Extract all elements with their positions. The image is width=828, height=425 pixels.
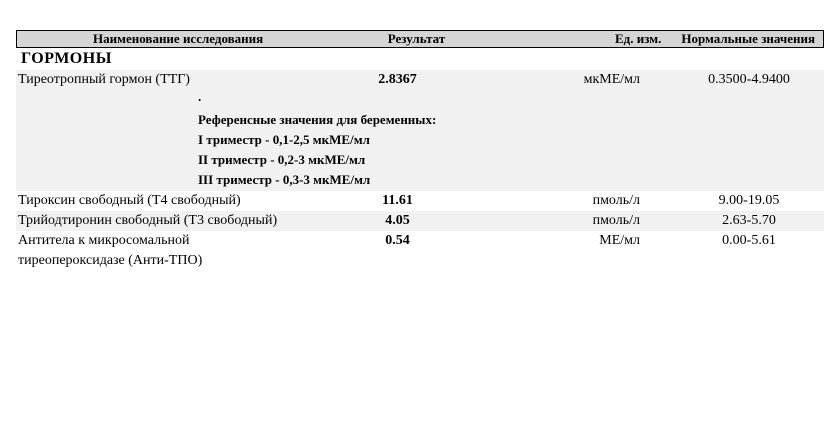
test-unit: МЕ/мл [599, 233, 640, 248]
header-reference: Нормальные значения [681, 31, 816, 46]
test-name: Трийодтиронин свободный (Т3 свободный) [18, 213, 278, 228]
note-line: II триместр - 0,2-3 мкМЕ/мл [198, 152, 366, 167]
note-title: Референсные значения для беременных: [198, 112, 437, 127]
test-result: 11.61 [382, 193, 413, 208]
note-line: III триместр - 0,3-3 мкМЕ/мл [198, 172, 371, 187]
header-unit: Ед. изм. [614, 31, 662, 46]
test-unit: пмоль/л [592, 193, 640, 208]
test-name: Антитела к микросомальной тиреопероксидазе (Анти-ТПО) [18, 233, 203, 268]
test-name: Тиреотропный гормон (ТТГ) [18, 72, 190, 87]
test-name: Тироксин свободный (Т4 свободный) [18, 193, 241, 208]
table-row [16, 70, 824, 90]
note-line: I триместр - 0,1-2,5 мкМЕ/мл [198, 132, 370, 147]
test-unit: пмоль/л [592, 213, 640, 228]
test-result: 2.8367 [378, 72, 417, 87]
test-reference: 9.00-19.05 [718, 193, 780, 208]
header-name: Наименование исследования [93, 31, 264, 46]
test-unit: мкМЕ/мл [583, 72, 640, 87]
table-header [16, 30, 824, 48]
table-row [16, 231, 824, 271]
section-title: ГОРМОНЫ [21, 50, 112, 67]
header-result: Результат [387, 31, 446, 46]
test-reference: 2.63-5.70 [722, 213, 776, 228]
pregnancy-reference-note [16, 90, 824, 191]
test-result: 4.05 [385, 213, 410, 228]
test-reference: 0.3500-4.9400 [708, 72, 790, 87]
test-reference: 0.00-5.61 [722, 233, 776, 248]
test-result: 0.54 [385, 233, 410, 248]
table-row [16, 211, 824, 231]
lab-report-table [16, 30, 824, 271]
note-dot: . [198, 89, 202, 104]
table-row [16, 191, 824, 211]
